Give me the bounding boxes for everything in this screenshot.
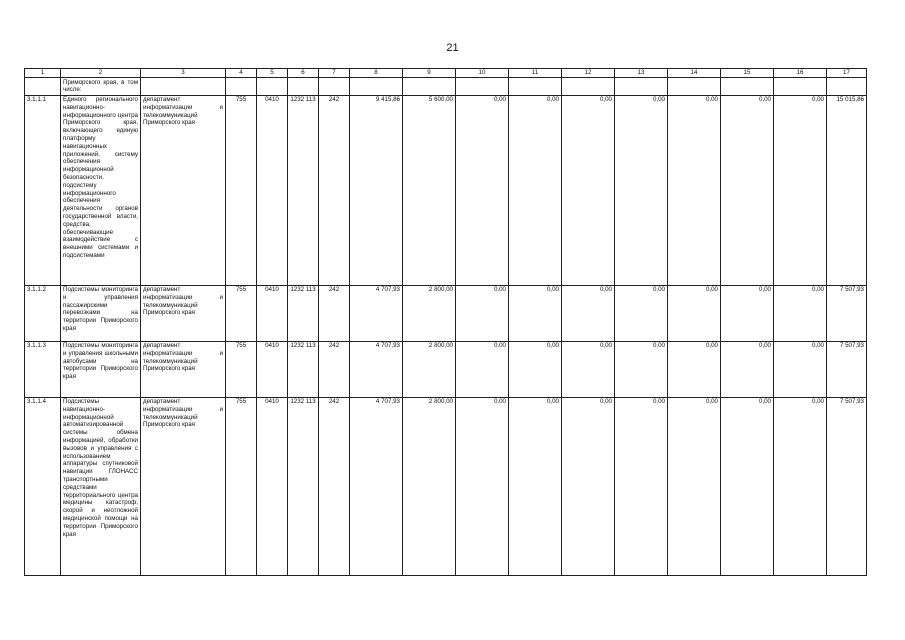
- cell-c8: 4 707,93: [350, 341, 403, 397]
- cell-c5: 0410: [257, 341, 288, 397]
- cell-c5: 0410: [257, 95, 288, 285]
- cell-c6: 1232 113: [288, 95, 319, 285]
- column-number-row: [25, 69, 867, 78]
- column-number: 1: [25, 69, 61, 78]
- column-number: 9: [403, 69, 456, 78]
- column-number: 2: [61, 69, 141, 78]
- cell-c8: 9 415,86: [350, 95, 403, 285]
- cell-c8: 4 707,93: [350, 397, 403, 575]
- cell-c7: 242: [319, 285, 350, 341]
- cell-c4: 755: [226, 95, 257, 285]
- cell-c4: 755: [226, 341, 257, 397]
- column-number: 14: [668, 69, 721, 78]
- column-number: 11: [509, 69, 562, 78]
- cell-c6: 1232 113: [288, 341, 319, 397]
- cell-c12: 0,00: [562, 285, 615, 341]
- table-row: [25, 95, 867, 285]
- cell-c14: 0,00: [668, 95, 721, 285]
- cell-c5: 0410: [257, 285, 288, 341]
- cell-c17: 7 507,93: [827, 341, 867, 397]
- table-row: [25, 397, 867, 575]
- column-number: 12: [562, 69, 615, 78]
- cell-c7: 242: [319, 397, 350, 575]
- row-code: 3.1.1.3: [25, 341, 61, 397]
- row-name: Подсистемы мониторинга и управления пассажирскими перевозками на территории Приморского края: [61, 285, 141, 341]
- column-number: 10: [456, 69, 509, 78]
- column-number: 5: [257, 69, 288, 78]
- row-executor: департамент информатизации и телекоммуникаций Приморского края: [141, 95, 226, 285]
- row-code: 3.1.1.2: [25, 285, 61, 341]
- cell-c10: 0,00: [456, 285, 509, 341]
- row-code: 3.1.1.4: [25, 397, 61, 575]
- table-row: [25, 341, 867, 397]
- cell-c10: 0,00: [456, 397, 509, 575]
- row-name: Подсистемы навигационно-информационной автоматизированной системы обмена информацией, обработки вызовов и управления с использованием аппаратуры спутниковой навигации ГЛОНАСС транспортными средствами территориального центра медицины катастроф, скорой и неотложной медицинской помощи на территории Приморского края: [61, 397, 141, 575]
- cell-c16: 0,00: [774, 341, 827, 397]
- row-executor: департамент информатизации и телекоммуникаций Приморского края: [141, 285, 226, 341]
- cell-c13: 0,00: [615, 95, 668, 285]
- column-number: 16: [774, 69, 827, 78]
- cell-c14: 0,00: [668, 285, 721, 341]
- row-executor: департамент информатизации и телекоммуникаций Приморского края: [141, 341, 226, 397]
- cell-c12: 0,00: [562, 95, 615, 285]
- intro-row: [25, 78, 867, 96]
- cell-c8: 4 707,93: [350, 285, 403, 341]
- cell-c11: 0,00: [509, 397, 562, 575]
- cell-c14: 0,00: [668, 397, 721, 575]
- row-name: Подсистемы мониторинга и управления школьными автобусами на территории Приморского края: [61, 341, 141, 397]
- column-number: 3: [141, 69, 226, 78]
- page-number: 21: [446, 42, 459, 54]
- cell-c13: 0,00: [615, 397, 668, 575]
- cell-c16: 0,00: [774, 285, 827, 341]
- cell-c13: 0,00: [615, 285, 668, 341]
- column-number: 13: [615, 69, 668, 78]
- cell-c16: 0,00: [774, 397, 827, 575]
- cell-c6: 1232 113: [288, 285, 319, 341]
- table-row: [25, 285, 867, 341]
- row-code: 3.1.1.1: [25, 95, 61, 285]
- cell-c9: 2 800,00: [403, 341, 456, 397]
- cell-c17: 15 015,86: [827, 95, 867, 285]
- cell-c14: 0,00: [668, 341, 721, 397]
- cell-c12: 0,00: [562, 341, 615, 397]
- budget-table: [24, 68, 867, 576]
- cell-c16: 0,00: [774, 95, 827, 285]
- cell-c15: 0,00: [721, 397, 774, 575]
- cell-c7: 242: [319, 95, 350, 285]
- cell-c5: 0410: [257, 397, 288, 575]
- column-number: 6: [288, 69, 319, 78]
- cell-c9: 5 600,00: [403, 95, 456, 285]
- cell-c15: 0,00: [721, 341, 774, 397]
- cell-c4: 755: [226, 397, 257, 575]
- row-executor: департамент информатизации и телекоммуникаций Приморского края: [141, 397, 226, 575]
- row-name: Единого регионального навигационно-информационного центра Приморского края, включающего единую платформу навигационных приложений, систему обеспечения информационной безопасности, подсистему информационного обеспечения деятельности органов государственной власти, средства, обеспечивающие взаимодействие с внешними системами и подсистемами: [61, 95, 141, 285]
- cell-c7: 242: [319, 341, 350, 397]
- cell-c11: 0,00: [509, 341, 562, 397]
- cell-c12: 0,00: [562, 397, 615, 575]
- cell-c15: 0,00: [721, 285, 774, 341]
- column-number: 7: [319, 69, 350, 78]
- column-number: 17: [827, 69, 867, 78]
- cell-c10: 0,00: [456, 341, 509, 397]
- cell-c11: 0,00: [509, 285, 562, 341]
- cell-c13: 0,00: [615, 341, 668, 397]
- cell-c4: 755: [226, 285, 257, 341]
- cell-c6: 1232 113: [288, 397, 319, 575]
- cell-c17: 7 507,93: [827, 285, 867, 341]
- cell-c17: 7 507,93: [827, 397, 867, 575]
- cell-c15: 0,00: [721, 95, 774, 285]
- column-number: 15: [721, 69, 774, 78]
- cell-c9: 2 800,00: [403, 397, 456, 575]
- cell-c9: 2 800,00: [403, 285, 456, 341]
- cell-c11: 0,00: [509, 95, 562, 285]
- column-number: 8: [350, 69, 403, 78]
- cell-c10: 0,00: [456, 95, 509, 285]
- column-number: 4: [226, 69, 257, 78]
- intro-name: Приморского края, в том числе:: [61, 78, 141, 96]
